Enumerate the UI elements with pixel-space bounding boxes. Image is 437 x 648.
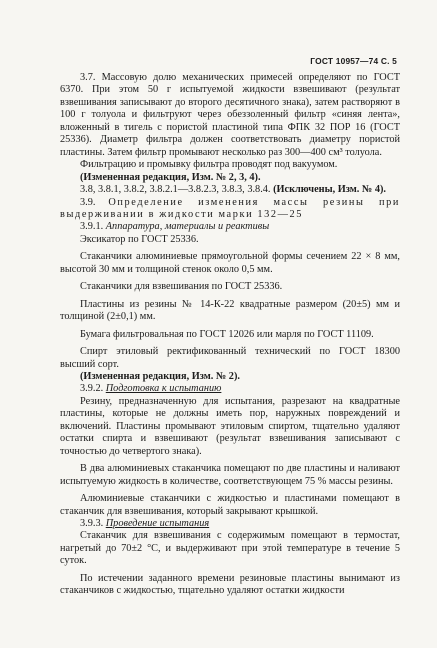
subsection-title: Проведение испытания [105,517,210,529]
subsection-number: 3.9.3. [80,517,104,529]
item-filter-paper: Бумага фильтровальная по ГОСТ 12026 или марля по ГОСТ 11109. [80,328,374,340]
item-weighing-cups: Стаканчики для взвешивания по ГОСТ 25336. [80,281,283,293]
paragraph-3-7: 3.7. Массовую долю механических примесей определяют по ГОСТ 6370. При этом 50 г испытуемой жидкости взвешивают (результат взвешивания записывают до второго десятичного знака), затем растворяют в 100 г толуола и фильтруют через обеззоленный фильтр «синяя лента», вложенный в тигель с пористой пластиной типа ФПК 32 ПОР 16 (ГОСТ 25336). Диаметр фильтра должен соответствовать диаметру пористой пластины. Затем фильтр промывают несколько раз 300—400 см³ толуола. [60,72,400,158]
subsection-number: 3.9.1. [80,221,104,233]
item-rubber-plates: Пластины из резины № 14-К-22 квадратные размером (20±5) мм и толщиной (2±0,1) мм. [60,298,400,323]
subsection-title: Подготовка к испытанию [105,383,222,395]
item-aluminium-cups: Стаканчики алюминиевые прямоугольной формы сечением 22 × 8 мм, высотой 30 мм и толщиной стенок около 0,5 мм. [60,251,400,275]
excluded-note: (Исключены, Изм. № 4). [273,184,387,196]
amendment-note: (Измененная редакция, Изм. № 2). [80,370,240,382]
subsection-number: 3.9.2. [80,383,104,395]
subsection-3-9-1 [60,221,400,233]
amendment-note: (Измененная редакция, Изм. № 2, 3, 4). [80,171,261,183]
paragraph-after-exposure: По истечении заданного времени резиновые пластины вынимают из стаканчиков с жидкостью, тщательно удаляют остатки жидкости [60,572,400,597]
subsection-title: Аппаратура, материалы и реактивы [105,221,270,233]
subsection-3-9-2 [60,383,400,395]
section-3-9-heading [60,197,400,222]
item-ethyl-alcohol: Спирт этиловый ректификованный технический по ГОСТ 18300 высший сорт. [60,346,400,370]
section-title: Определение изменения массы резины при выдерживании в жидкости марки 132—25 [60,196,401,220]
excluded-clauses [60,184,400,196]
excluded-clause-list: 3.8, 3.8.1, 3.8.2, 3.8.2.1—3.8.2.3, 3.8.3, 3.8.4. [80,184,271,196]
subsection-3-9-3 [60,518,400,530]
paragraph-cups-closing: Алюминиевые стаканчики с жидкостью и пластинами помещают в стаканчик для взвешивания, который закрывают крышкой. [60,493,400,517]
document-body [60,72,400,598]
section-number: 3.9. [80,196,96,208]
item-desiccator: Эксикатор по ГОСТ 25336. [80,233,199,245]
paragraph-thermostat: Стаканчик для взвешивания с содержимым помещают в термостат, нагретый до 70±2 °С, и выдерживают при этой температуре в течение 5 суток. [60,530,400,567]
running-header: ГОСТ 10957—74 С. 5 [310,56,397,66]
paragraph-preparation: Резину, предназначенную для испытания, разрезают на квадратные пластины, которые не должны иметь пор, наружных повреждений и включений. Пластины промывают этиловым спиртом, тщательно удаляют остатки спирта и взвешивают (результат взвешивания записывают с точностью до четвертого знака). [60,395,400,457]
paragraph-vacuum: Фильтрацию и промывку фильтра проводят под вакуумом. [80,159,338,171]
paragraph-cups-filling: В два алюминиевых стаканчика помещают по две пластины и наливают испытуемую жидкость в количестве, соответствующем 75 % массы резины. [60,463,400,487]
